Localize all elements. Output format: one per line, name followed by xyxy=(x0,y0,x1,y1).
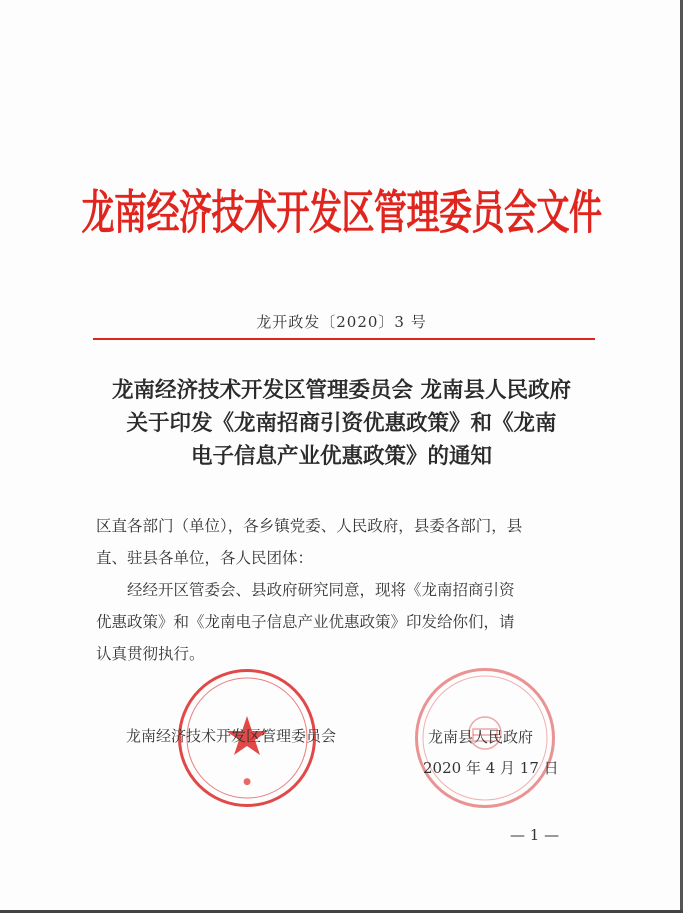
notice-title-line-1: 龙南经济技术开发区管理委员会 龙南县人民政府 xyxy=(112,378,571,403)
paragraph-line-2: 优惠政策》和《龙南电子信息产业优惠政策》印发给你们，请 xyxy=(96,613,515,631)
document-header-title: 龙南经济技术开发区管理委员会文件 xyxy=(81,184,602,240)
red-divider-line xyxy=(93,338,595,340)
left-seal-text: ● xyxy=(243,777,251,787)
notice-title-line-3: 电子信息产业优惠政策》的通知 xyxy=(190,444,492,469)
page-number: — 1 — xyxy=(510,826,560,844)
recipients-line-2: 直、驻县各单位，各人民团体： xyxy=(96,549,314,567)
paragraph-line-1: 经经开区管委会、县政府研究同意，现将《龙南招商引资 xyxy=(127,581,515,599)
signature-left-organization: 龙南经济技术开发区管理委员会 xyxy=(126,727,337,745)
signature-date: 2020 年 4 月 17 日 xyxy=(423,759,559,777)
notice-title xyxy=(0,374,683,473)
document-number: 龙开政发〔2020〕3 号 xyxy=(256,313,427,331)
paragraph-line-3: 认真贯彻执行。 xyxy=(96,645,205,663)
notice-title-line-2: 关于印发《龙南招商引资优惠政策》和《龙南 xyxy=(126,411,557,436)
signature-right-organization: 龙南县人民政府 xyxy=(428,728,534,746)
recipients-line-1: 区直各部门（单位），各乡镇党委、人民政府，县委各部门，县 xyxy=(96,517,523,535)
